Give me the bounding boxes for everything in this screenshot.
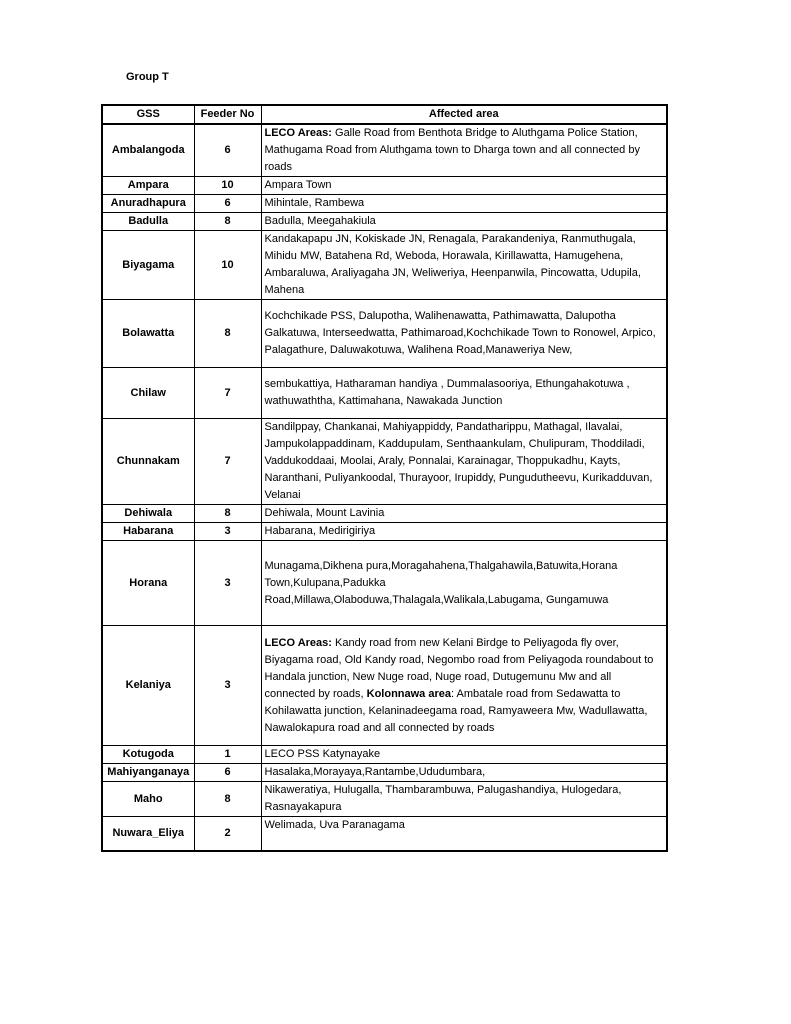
table-row <box>102 300 667 368</box>
outage-table <box>101 104 668 852</box>
area-cell: Dehiwala, Mount Lavinia <box>261 505 667 523</box>
table-row <box>102 177 667 195</box>
area-cell: Habarana, Medirigiriya <box>261 523 667 541</box>
column-header-feeder: Feeder No <box>194 105 261 124</box>
table-row <box>102 746 667 764</box>
column-header-area: Affected area <box>261 105 667 124</box>
feeder-cell: 10 <box>194 177 261 195</box>
gss-cell: Chunnakam <box>102 419 194 505</box>
area-label: LECO Areas: <box>264 636 332 649</box>
area-text: Kandy road from new Kelani Birdge to Peliyagoda fly over, Biyagama road, Old Kandy road, Negombo road from Peliyagoda roundabout to Handala junction, New Nuge road, Nuge road, Dutugemunu Mw and all connected by roads, <box>264 636 654 700</box>
feeder-cell: 6 <box>194 124 261 177</box>
table-row <box>102 764 667 782</box>
gss-cell: Biyagama <box>102 231 194 300</box>
feeder-cell: 3 <box>194 523 261 541</box>
gss-cell: Nuwara_Eliya <box>102 817 194 851</box>
area-cell: Nikaweratiya, Hulugalla, Thambarambuwa, Palugashandiya, Hulogedara, Rasnayakapura <box>261 782 667 817</box>
feeder-cell: 3 <box>194 626 261 746</box>
gss-cell: Anuradhapura <box>102 195 194 213</box>
area-cell <box>261 626 667 746</box>
table-row <box>102 419 667 505</box>
table-row <box>102 195 667 213</box>
header-row <box>102 105 667 124</box>
area-label-secondary: Kolonnawa area <box>366 687 451 700</box>
area-label: LECO Areas: <box>264 127 332 139</box>
area-cell: Ampara Town <box>261 177 667 195</box>
area-cell: LECO PSS Katynayake <box>261 746 667 764</box>
gss-cell: Habarana <box>102 523 194 541</box>
table-row <box>102 231 667 300</box>
feeder-cell: 7 <box>194 419 261 505</box>
table-row <box>102 626 667 746</box>
area-cell: Badulla, Meegahakiula <box>261 213 667 231</box>
area-cell: Kochchikade PSS, Dalupotha, Walihenawatta, Pathimawatta, Dalupotha Galkatuwa, Interseedwatta, Pathimaroad,Kochchikade Town to Ronowel, Arpico, Palagathure, Daluwakotuwa, Walihena Road,Manaweriya New, <box>261 300 667 368</box>
gss-cell: Ampara <box>102 177 194 195</box>
area-cell <box>261 124 667 177</box>
table-row <box>102 541 667 626</box>
table-row <box>102 368 667 419</box>
feeder-cell: 2 <box>194 817 261 851</box>
gss-cell: Kotugoda <box>102 746 194 764</box>
gss-cell: Ambalangoda <box>102 124 194 177</box>
feeder-cell: 10 <box>194 231 261 300</box>
table-row <box>102 505 667 523</box>
feeder-cell: 8 <box>194 213 261 231</box>
feeder-cell: 1 <box>194 746 261 764</box>
feeder-cell: 6 <box>194 764 261 782</box>
gss-cell: Bolawatta <box>102 300 194 368</box>
feeder-cell: 8 <box>194 505 261 523</box>
area-cell: Sandilppay, Chankanai, Mahiyappiddy, Pandatharippu, Mathagal, Ilavalai, Jampukolappaddinam, Kaddupulam, Senthaankulam, Chulipuram, Thoddiladi, Vaddukoddaai, Moolai, Araly, Ponnalai, Karainagar, Thoppukadhu, Kayts, Naranthani, Puliyankoodal, Thurayoor, Irupiddy, Pungudutheevu, Kurikadduvan, Velanai <box>261 419 667 505</box>
gss-cell: Mahiyanganaya <box>102 764 194 782</box>
group-title: Group T <box>126 71 169 83</box>
area-cell: Munagama,Dikhena pura,Moragahahena,Thalgahawila,Batuwita,Horana Town,Kulupana,Padukka Road,Millawa,Olaboduwa,Thalagala,Walikala,Labugama, Gungamuwa <box>261 541 667 626</box>
area-cell: Kandakapapu JN, Kokiskade JN, Renagala, Parakandeniya, Ranmuthugala, Mihidu MW, Batahena Rd, Weboda, Horawala, Kirillawatta, Hamugehena, Ambaraluwa, Araliyagaha JN, Weliweriya, Heenpanwila, Pincowatta, Udupila, Mahena <box>261 231 667 300</box>
area-text: Galle Road from Benthota Bridge to Aluthgama Police Station, Mathugama Road from Aluthgama town to Dharga town and all connected by roads <box>264 127 640 173</box>
gss-cell: Badulla <box>102 213 194 231</box>
area-text-secondary: : Ambatale road from Sedawatta to Kohilawatta junction, Kelaninadeegama road, Ramyaweera Mw, Wadullawatta, Nawalokapura road and all connected by roads <box>264 687 648 734</box>
gss-cell: Kelaniya <box>102 626 194 746</box>
area-cell: Mihintale, Rambewa <box>261 195 667 213</box>
feeder-cell: 8 <box>194 782 261 817</box>
gss-cell: Chilaw <box>102 368 194 419</box>
column-header-gss: GSS <box>102 105 194 124</box>
feeder-cell: 3 <box>194 541 261 626</box>
table-row <box>102 124 667 177</box>
area-cell: sembukattiya, Hatharaman handiya , Dummalasooriya, Ethungahakotuwa , wathuwaththa, Kattimahana, Nawakada Junction <box>261 368 667 419</box>
area-cell: Welimada, Uva Paranagama <box>261 817 667 851</box>
area-cell: Hasalaka,Morayaya,Rantambe,Ududumbara, <box>261 764 667 782</box>
feeder-cell: 7 <box>194 368 261 419</box>
gss-cell: Dehiwala <box>102 505 194 523</box>
feeder-cell: 8 <box>194 300 261 368</box>
table-row <box>102 523 667 541</box>
table-row <box>102 782 667 817</box>
table-row <box>102 817 667 851</box>
gss-cell: Horana <box>102 541 194 626</box>
table-row <box>102 213 667 231</box>
feeder-cell: 6 <box>194 195 261 213</box>
gss-cell: Maho <box>102 782 194 817</box>
